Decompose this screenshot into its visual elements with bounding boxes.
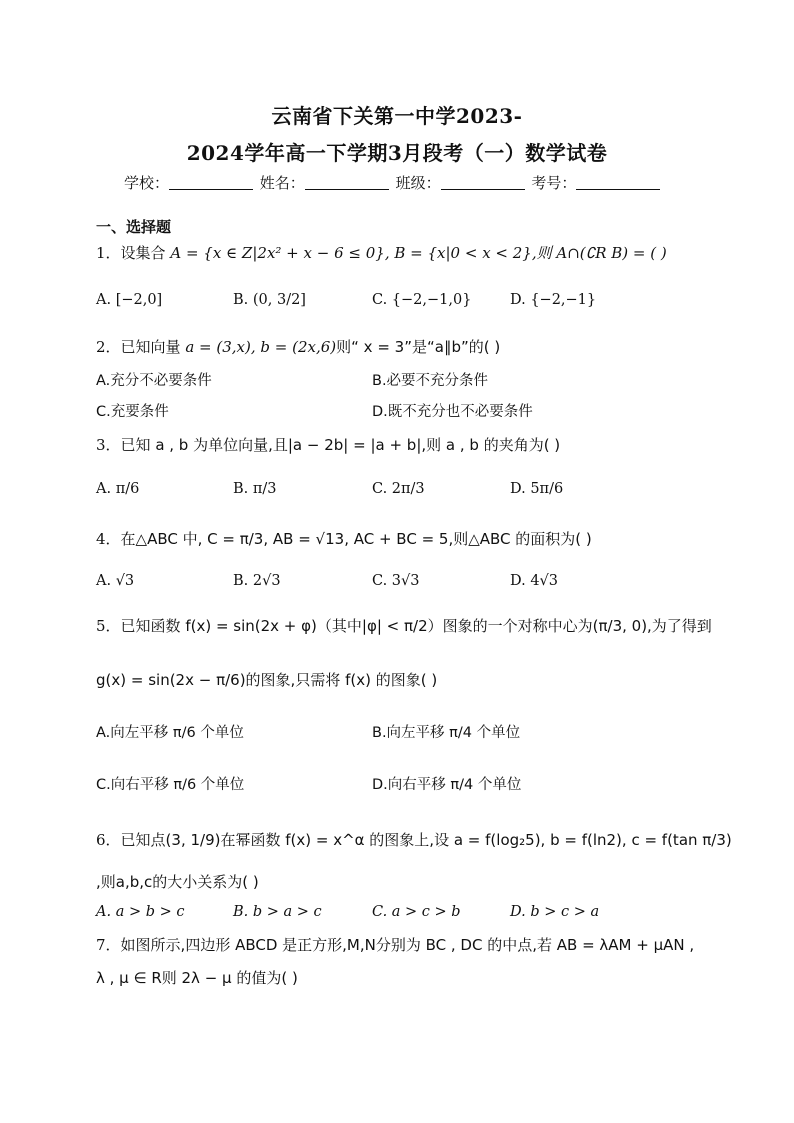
q5-option-c: C.向右平移 π/6 个单位 bbox=[96, 777, 245, 793]
q4-option-d: D. 4√3 bbox=[510, 573, 559, 589]
question-number: 7． bbox=[96, 936, 121, 954]
section-heading: 一、选择题 bbox=[96, 218, 172, 236]
question-stem: 设集合 bbox=[120, 244, 166, 262]
question-stem-cont: ,则a,b,c的大小关系为( ) bbox=[96, 873, 259, 891]
q6-option-b: B. b > a > c bbox=[233, 904, 322, 920]
q6-option-a: A. a > b > c bbox=[96, 904, 185, 920]
class-blank[interactable] bbox=[441, 175, 525, 190]
name-label: 姓名： bbox=[259, 174, 305, 192]
question-4 bbox=[96, 529, 592, 549]
q3-option-c: C. 2π/3 bbox=[372, 481, 425, 497]
question-7-line1 bbox=[96, 935, 694, 955]
question-number: 5． bbox=[96, 617, 121, 635]
q1-option-b: B. (0, 3/2] bbox=[233, 292, 306, 308]
question-number: 2． bbox=[96, 338, 121, 356]
q5-option-a: A.向左平移 π/6 个单位 bbox=[96, 725, 244, 741]
question-stem: 已知 a , b 为单位向量,且|a − 2b| = |a + b|,则 a , b 的夹角为( ) bbox=[120, 436, 561, 454]
q3-option-b: B. π/3 bbox=[233, 481, 277, 497]
school-label: 学校： bbox=[124, 174, 170, 192]
student-info-row bbox=[124, 172, 662, 193]
q2-option-a: A.充分不必要条件 bbox=[96, 373, 212, 389]
q2-option-c: C.充要条件 bbox=[96, 404, 169, 420]
question-2 bbox=[96, 337, 500, 357]
name-blank[interactable] bbox=[305, 175, 389, 190]
question-tail: 则“ x = 3”是“a∥b”的( ) bbox=[336, 338, 501, 356]
question-5-line2 bbox=[96, 670, 437, 690]
q6-option-c: C. a > c > b bbox=[372, 904, 461, 920]
exam-title-line2: 2024学年高一下学期3月段考（一）数学试卷 bbox=[186, 141, 608, 165]
school-blank[interactable] bbox=[169, 175, 253, 190]
question-stem: 如图所示,四边形 ABCD 是正方形,M,N分别为 BC , DC 的中点,若 AB = λAM + μAN , bbox=[120, 936, 695, 954]
question-1 bbox=[96, 243, 667, 263]
q1-option-a: A. [−2,0] bbox=[96, 292, 163, 308]
question-stem: 已知向量 bbox=[120, 338, 181, 356]
question-stem-cont: λ , μ ∈ R则 2λ − μ 的值为( ) bbox=[96, 969, 298, 987]
q1-option-d: D. {−2,−1} bbox=[510, 292, 597, 308]
question-stem: 已知点(3, 1/9)在幂函数 f(x) = x^α 的图象上,设 a = f(log₂5), b = f(ln2), c = f(tan π/3) bbox=[120, 831, 732, 849]
q4-option-c: C. 3√3 bbox=[372, 573, 420, 589]
question-number: 4． bbox=[96, 530, 121, 548]
set-a-expr: A = {x ∈ Z|2x² + x − 6 ≤ 0} bbox=[170, 244, 385, 262]
question-number: 1． bbox=[96, 244, 121, 262]
q3-option-a: A. π/6 bbox=[96, 481, 140, 497]
question-number: 6． bbox=[96, 831, 121, 849]
vector-expr: a = (3,x), b = (2x,6) bbox=[185, 338, 337, 356]
question-stem: 在△ABC 中, C = π/3, AB = √13, AC + BC = 5,则△ABC 的面积为( ) bbox=[120, 530, 592, 548]
question-6-line1 bbox=[96, 830, 732, 850]
number-label: 考号： bbox=[531, 174, 577, 192]
q3-option-d: D. 5π/6 bbox=[510, 481, 564, 497]
q4-option-b: B. 2√3 bbox=[233, 573, 281, 589]
question-7-line2 bbox=[96, 968, 298, 988]
class-label: 班级： bbox=[395, 174, 441, 192]
number-blank[interactable] bbox=[576, 175, 660, 190]
question-stem-cont: g(x) = sin(2x − π/6)的图象,只需将 f(x) 的图象( ) bbox=[96, 671, 438, 689]
q2-option-d: D.既不充分也不必要条件 bbox=[372, 404, 533, 420]
question-3 bbox=[96, 435, 560, 455]
question-tail: ,则 A∩(∁R B) = ( ) bbox=[531, 244, 667, 262]
question-6-line2 bbox=[96, 872, 259, 892]
q5-option-d: D.向右平移 π/4 个单位 bbox=[372, 777, 522, 793]
set-b-expr: , B = {x|0 < x < 2} bbox=[384, 244, 532, 262]
exam-title-line1: 云南省下关第一中学2023- bbox=[271, 104, 523, 128]
q4-option-a: A. √3 bbox=[96, 573, 135, 589]
question-number: 3． bbox=[96, 436, 121, 454]
question-stem: 已知函数 f(x) = sin(2x + φ)（其中|φ| < π/2）图象的一个对称中心为(π/3, 0),为了得到 bbox=[120, 617, 712, 635]
q2-option-b: B.必要不充分条件 bbox=[372, 373, 489, 389]
q6-option-d: D. b > c > a bbox=[510, 904, 600, 920]
q1-option-c: C. {−2,−1,0} bbox=[372, 292, 472, 308]
q5-option-b: B.向左平移 π/4 个单位 bbox=[372, 725, 521, 741]
question-5-line1 bbox=[96, 616, 712, 636]
